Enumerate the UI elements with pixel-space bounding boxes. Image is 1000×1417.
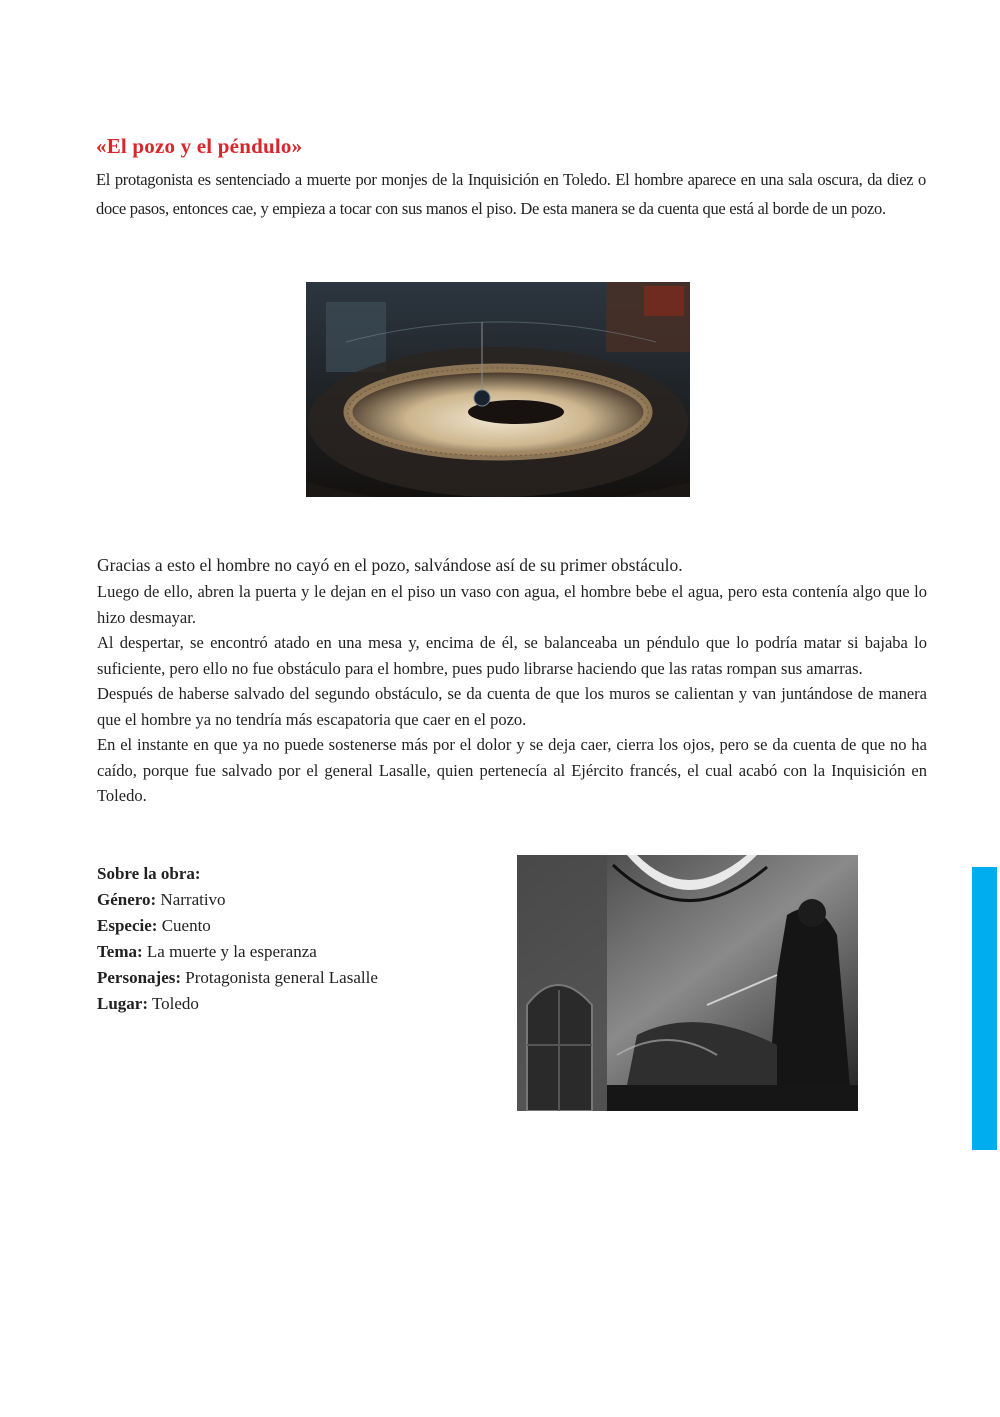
info-label: Tema:	[97, 942, 143, 961]
info-row-place	[97, 991, 497, 1017]
info-row-theme	[97, 939, 497, 965]
info-row-species	[97, 913, 497, 939]
info-value: La muerte y la esperanza	[142, 942, 317, 961]
story-paragraph: Gracias a esto el hombre no cayó en el pozo, salvándose así de su primer obstáculo.	[97, 555, 683, 575]
pendulum-exhibit-photo	[306, 282, 690, 497]
pendulum-exhibit-image	[306, 282, 690, 497]
info-heading: Sobre la obra:	[97, 864, 201, 883]
info-heading-row	[97, 861, 497, 887]
story-paragraph: Luego de ello, abren la puerta y le dejan en el piso un vaso con agua, el hombre bebe el agua, pero esta contenía algo que lo hizo desmayar.	[97, 582, 927, 627]
info-value: Protagonista general Lasalle	[181, 968, 378, 987]
info-value: Toledo	[148, 994, 199, 1013]
info-row-characters	[97, 965, 497, 991]
side-color-tab	[972, 867, 997, 1150]
info-row-genre	[97, 887, 497, 913]
intro-paragraph	[96, 165, 926, 223]
info-value: Cuento	[157, 916, 211, 935]
info-label: Personajes:	[97, 968, 182, 987]
info-label: Especie:	[97, 916, 158, 935]
story-paragraph: En el instante en que ya no puede sostenerse más por el dolor y se deja caer, cierra los ojos, pero se da cuenta de que no ha caído, porque fue salvado por el general Lasalle, quien pertenecía al Ejército francés, el cual acabó con la Inquisición en Toledo.	[97, 735, 927, 805]
story-paragraph: Al despertar, se encontró atado en una mesa y, encima de él, se balanceaba un péndulo que lo podría matar si bajaba lo suficiente, pero ello no fue obstáculo para el hombre, pues pudo librarse haciendo que las ratas rompan sus amarras.	[97, 633, 927, 678]
work-info	[97, 861, 497, 1017]
document-title: «El pozo y el péndulo»	[96, 134, 303, 158]
intro-text: El protagonista es sentenciado a muerte por monjes de la Inquisición en Toledo. El hombre aparece en una sala oscura, da diez o doce pasos, entonces cae, y empieza a tocar con sus manos el piso. De esta manera se da cuenta que está al borde de un pozo.	[96, 170, 926, 218]
film-still-photo	[517, 855, 858, 1111]
info-label: Género:	[97, 890, 157, 909]
film-still-image	[517, 855, 858, 1111]
story-paragraph: Después de haberse salvado del segundo obstáculo, se da cuenta de que los muros se calientan y van juntándose de manera que el hombre ya no tendría más escapatoria que caer en el pozo.	[97, 684, 927, 729]
story-body	[97, 552, 927, 809]
info-value: Narrativo	[156, 890, 226, 909]
info-label: Lugar:	[97, 994, 148, 1013]
